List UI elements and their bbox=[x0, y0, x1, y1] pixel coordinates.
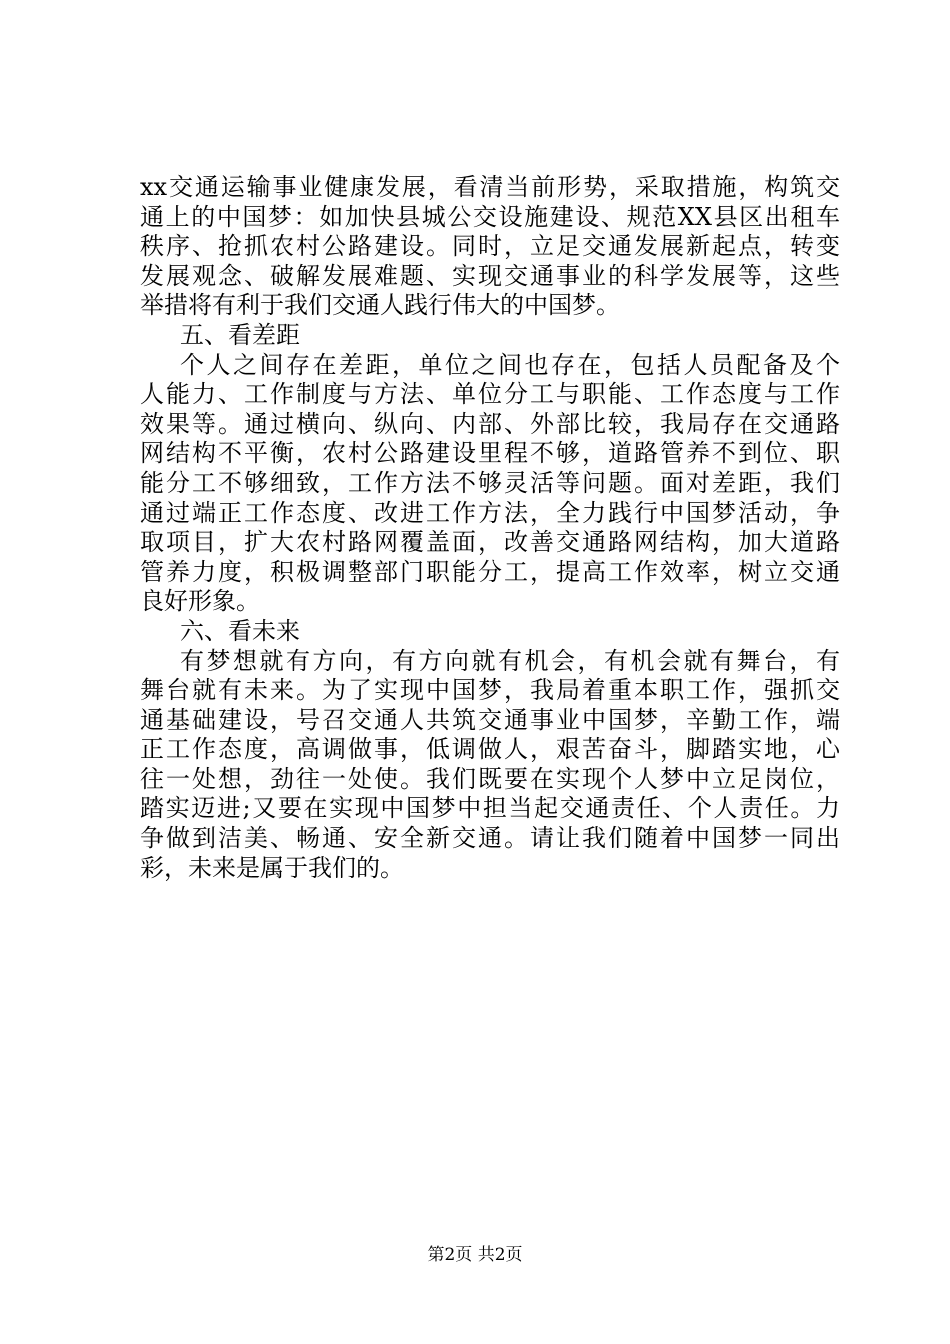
paragraph-line: xx交通运输事业健康发展，看清当前形势，采取措施，构筑交 bbox=[140, 173, 840, 201]
paragraph-line: 正工作态度，高调做事，低调做人，艰苦奋斗，脚踏实地，心 bbox=[140, 735, 840, 764]
page-number-label: 第2页 共2页 bbox=[427, 1245, 523, 1265]
paragraph-line: 效果等。通过横向、纵向、内部、外部比较，我局存在交通路 bbox=[140, 409, 840, 438]
paragraph-line: 能分工不够细致，工作方法不够灵活等问题。面对差距，我们 bbox=[140, 468, 840, 497]
paragraph-line: 人能力、工作制度与方法、单位分工与职能、工作态度与工作 bbox=[140, 380, 840, 409]
section-heading: 五、看差距 bbox=[180, 320, 300, 349]
paragraph-line: 踏实迈进;又要在实现中国梦中担当起交通责任、个人责任。力 bbox=[140, 794, 840, 823]
page-footer bbox=[0, 1244, 950, 1266]
section-heading: 六、看未来 bbox=[180, 616, 300, 645]
paragraph-line: 通上的中国梦：如加快县城公交设施建设、规范XX县区出租车 bbox=[140, 202, 840, 231]
paragraph-line: 往一处想，劲往一处使。我们既要在实现个人梦中立足岗位， bbox=[140, 764, 840, 793]
paragraph-line: 管养力度，积极调整部门职能分工，提高工作效率，树立交通 bbox=[140, 557, 840, 586]
paragraph-line: 彩，未来是属于我们的。 bbox=[140, 853, 404, 882]
paragraph-line: 通基础建设，号召交通人共筑交通事业中国梦，辛勤工作，端 bbox=[140, 705, 840, 734]
paragraph-line: 秩序、抢抓农村公路建设。同时，立足交通发展新起点，转变 bbox=[140, 232, 840, 261]
paragraph-line: 舞台就有未来。为了实现中国梦，我局着重本职工作，强抓交 bbox=[140, 676, 840, 705]
paragraph-line: 通过端正工作态度、改进工作方法，全力践行中国梦活动，争 bbox=[140, 498, 840, 527]
paragraph-line: 举措将有利于我们交通人践行伟大的中国梦。 bbox=[140, 291, 620, 320]
paragraph-line: 个人之间存在差距，单位之间也存在，包括人员配备及个 bbox=[180, 350, 840, 379]
paragraph-line: 取项目，扩大农村路网覆盖面，改善交通路网结构，加大道路 bbox=[140, 528, 840, 557]
document-body bbox=[140, 173, 840, 883]
paragraph-line: 争做到洁美、畅通、安全新交通。请让我们随着中国梦一同出 bbox=[140, 824, 840, 853]
paragraph-line: 发展观念、破解发展难题、实现交通事业的科学发展等，这些 bbox=[140, 261, 840, 290]
paragraph-line: 有梦想就有方向，有方向就有机会，有机会就有舞台，有 bbox=[180, 646, 840, 675]
paragraph-line: 良好形象。 bbox=[140, 587, 260, 616]
paragraph-line: 网结构不平衡，农村公路建设里程不够，道路管养不到位、职 bbox=[140, 439, 840, 468]
